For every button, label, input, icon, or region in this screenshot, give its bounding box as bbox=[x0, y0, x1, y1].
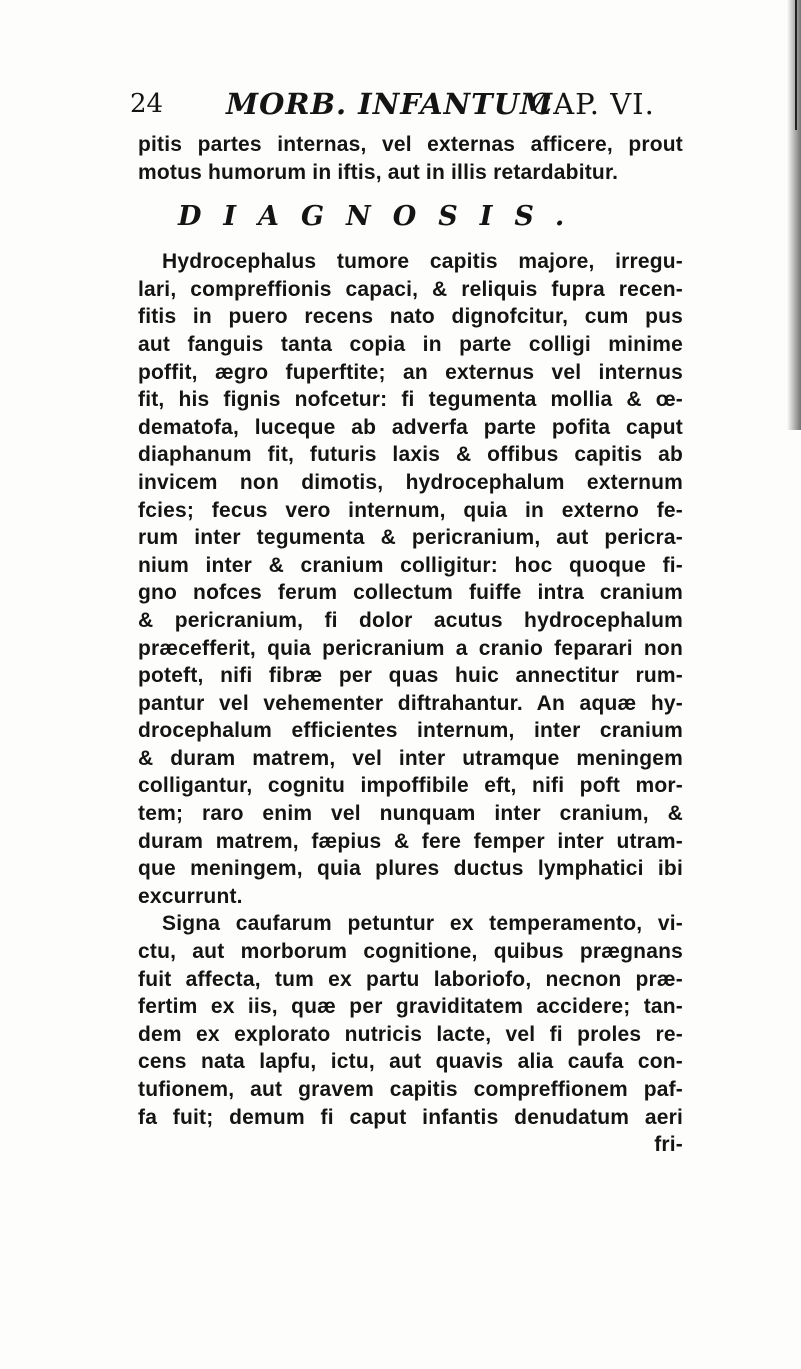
catchword: fri- bbox=[654, 1133, 683, 1157]
page-number: 24 bbox=[130, 89, 164, 119]
text-line: poffit, ægro fuperftite; an externus vel internus bbox=[138, 360, 683, 384]
text-line: diaphanum fit, futuris laxis & offibus capitis ab bbox=[138, 443, 683, 467]
text-line: tufionem, aut gravem capitis compreffionem paf- bbox=[138, 1078, 683, 1101]
text-line: aut fanguis tanta copia in parte colligi minime bbox=[138, 332, 683, 356]
text-line: & duram matrem, vel inter utramque meningem bbox=[138, 746, 683, 770]
text-line: fuit affecta, tum ex partu laboriofo, necnon præ- bbox=[138, 967, 683, 991]
page-edge-shadow bbox=[787, 0, 801, 430]
text-line: tem; raro enim vel nunquam inter cranium, & bbox=[138, 802, 683, 826]
text-line: ctu, aut morborum cognitione, quibus prægnans bbox=[138, 940, 683, 964]
text-line: invicem non dimotis, hydrocephalum externum bbox=[138, 470, 683, 494]
text-line: fertim ex iis, quæ per graviditatem accidere; tan- bbox=[138, 995, 683, 1019]
paragraph-first-line: Hydrocephalus tumore capitis majore, irregu- bbox=[162, 250, 683, 274]
text-line: fitis in puero recens nato dignofcitur, cum pus bbox=[138, 305, 683, 329]
text-line: & pericranium, fi dolor acutus hydrocephalum bbox=[138, 608, 683, 632]
text-line: gno nofces ferum collectum fuiffe intra cranium bbox=[138, 581, 683, 605]
text-line: rum inter tegumenta & pericranium, aut pericra- bbox=[138, 526, 683, 550]
text-line: pitis partes internas, vel externas afficere, prout bbox=[138, 133, 683, 156]
text-line: drocephalum efficientes internum, inter cranium bbox=[138, 719, 683, 743]
paragraph-first-line: Signa caufarum petuntur ex temperamento, vi- bbox=[162, 912, 683, 936]
paragraph-last-line: excurrunt. bbox=[138, 884, 243, 908]
text-line: colligantur, cognitu impoffibile eft, nifi poft mor- bbox=[138, 774, 683, 798]
section-heading: DIAGNOSIS. bbox=[178, 201, 587, 233]
text-line: motus humorum in iftis, aut in illis retardabitur. bbox=[138, 160, 619, 184]
text-line: que meningem, quia plures ductus lymphatici ibi bbox=[138, 857, 683, 881]
text-line: dematofa, luceque ab adverfa parte pofita caput bbox=[138, 415, 683, 439]
page-edge-line bbox=[795, 0, 797, 130]
text-line: lari, compreffionis capaci, & reliquis fupra recen- bbox=[138, 277, 683, 301]
text-line: fa fuit; demum fi caput infantis denudatum aeri bbox=[138, 1105, 683, 1129]
text-line: duram matrem, fæpius & fere femper inter utram- bbox=[138, 829, 683, 853]
chapter-label: CAP. VI. bbox=[530, 87, 655, 121]
text-line: dem ex explorato nutricis lacte, vel fi proles re- bbox=[138, 1022, 683, 1046]
text-line: præcefferit, quia pericranium a cranio feparari non bbox=[138, 636, 683, 660]
text-line: nium inter & cranium colligitur: hoc quoque fi- bbox=[138, 553, 683, 577]
text-line: cens nata lapfu, ictu, aut quavis alia caufa con- bbox=[138, 1050, 683, 1074]
text-line: fit, his fignis nofcetur: fi tegumenta mollia & œ- bbox=[138, 388, 683, 412]
text-line: fcies; fecus vero internum, quia in externo fe- bbox=[138, 498, 683, 522]
running-title: MORB. INFANTUM bbox=[226, 87, 554, 121]
running-head bbox=[130, 84, 690, 124]
text-line: pantur vel vehementer diftrahantur. An aquæ hy- bbox=[138, 691, 683, 715]
text-block bbox=[138, 131, 683, 1159]
text-line: poteft, nifi fibræ per quas huic annectitur rum- bbox=[138, 664, 683, 688]
